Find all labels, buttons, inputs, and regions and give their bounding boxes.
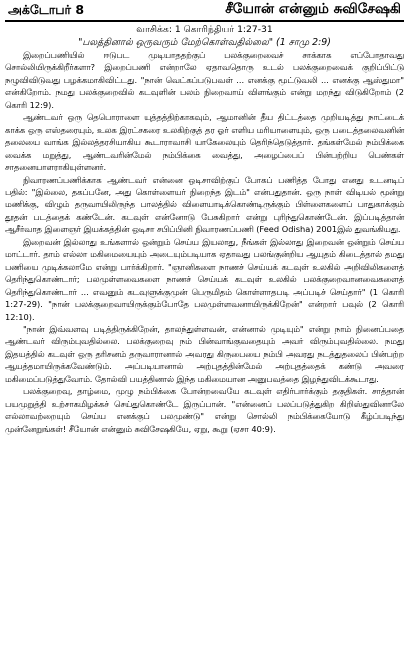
paragraph: இறைவன் இல்லாது உங்களால் ஒன்றும் செய்ய இயலாது, நீங்கள் இல்லாது இறைவன் ஒன்றும் செய்ய மாட்டார். தாம் எல்லா மகிமையையும் அடையும்படியாக ஏதாவது பலங்குன்றிய ஆயுதம் கிடைத்தால் தமது பணியை முடிக்கலாமே என்று பார்க்கிறார். "ஞானிகளை நாணச் செய்யக் கடவுள் உலகில் அறிவிலிகளைத் தெரிந்துகொண்டார்; பலமுள்ளவைகளை நாணச் செய்யக் கடவுள் உலகில் பலக்குறைவானவைகளைத் தெரிந்துகொண்டார் ... எவனும் கடவுளுக்குமுன் பெருமிதம் கொள்ளாதபடி அப்படிச் செய்தார்" (1 கொரி 1:27-29). "நான் பலக்குறைவாயிருக்கும்போதே பலமுள்ளவனாயிருக்கிறேன்" என்றார் பவுல் (2 கொரி 12:10).	[5, 236, 404, 322]
key-verse: "பலத்தினால் ஒருவரும் மேற்கொள்வதில்லை" (1 சாமு 2:9)	[78, 37, 331, 48]
paragraph: இறைப்பணியில் ஈடுபட முடியாததற்குப் பலக்குறைவைச் சாக்காக எப்போதாவது சொல்லியிருக்கிறீர்களா? இறைப்பணி என்றாலே ஏதாவதொரு உடல் பலக்குறைவைக் குறிப்பிட்டு நழுவிவிடுவது பழக்கமாகிவிட்டது. "நான் வெட்கப்படுபவள் ... எனக்கு மூட்டுவலி ... எனக்கு ஆஸ்துமா" என்கிறோம். நமது பலக்குறைவில் கடவுளின் பலம் நிறைவாய் விளங்கும் என்று மறந்து விடுகிறோம் (2 கொரி 12:9).	[5, 50, 404, 110]
devotional-body	[5, 49, 404, 435]
paragraph: "நான் இவ்வளவு படித்திருக்கிறேன், தாலந்துள்ளவன், என்னால் முடியும்" என்று நாம் நினைப்பதை ஆண்டவர் விரும்புவதில்லை. பலக்குறைவு நம் பின்வாங்குவதையும் அவர் விரும்புவதில்லை. நமது இதயத்தில் கடவுள் ஒரு தரிசனம் தருவாரானால் அவரது கிருபையை நம்பி அவரது நடத்துதலைப் பின்பற்ற ஆயத்தமாயிருக்கவேண்டும். அப்படியானால் அற்புதத்தின்மேல் அற்புதத்தைக் கண்டு அவரை மகிமைப்படுத்துவோம். தோல்வி பயத்தினால் இந்த மகிமையான அனுபவத்தை இழந்துவிடக்கூடாது.	[5, 323, 404, 384]
page-header	[5, 0, 404, 22]
paragraph: நிவாரணப்பணிக்காக ஆண்டவர் என்னை ஒடிசாவிற்குப் போகப் பணித்த போது எனது உடனடிப் பதில்: "இல்லை, தகப்பனே, அது கொள்ளையர் நிறைந்த இடம்" என்பதுதான். ஒரு நாள் விடியல் மூன்று மணிக்கு, விழும் தருவாயிலிருந்த பாலத்தில் விளையாடிக்கொண்டிருக்கும் பிள்ளைகளைப் பாதுகாக்கும் தூதன் படத்தைக் கண்டேன். கடவுள் என்னோடு பேசுகிறார் என்று புரிந்துகொண்டேன். இப்படித்தான் ஆசீர்வாத இளைஞர் இயக்கத்தின் ஒடிசா சபிப்பினி நிவாரணப்பணி (Feed Odisha) 2001இல் துவங்கியது.	[5, 174, 404, 235]
page-date: அக்டோபர் 8	[8, 2, 85, 17]
paragraph: ஆண்டவர் ஒரு தெபொராளை யுத்தத்திற்காகவும், ஆமானின் தீய திட்டத்தை முறியடித்து நாட்டைக் காக்க ஒரு எஸ்தரையும், உலக இரட்சகரை உலகிற்குத் தர ஓர் எளிய மரியாளையும், ஒரு படைத்தலைவனின் தலையை வாங்க இல்லத்தரசியாகிய கூடாராவாசி யாகேலையும் தெரிந்தெடுத்தார். தங்கள்மேல் நம்பிக்கை வைக்க மறுத்து, ஆண்டவரின்மேல் நம்பிக்கை வைத்து, அழைப்பைப் பின்பற்றிய பெண்கள் சாதனையாளராகியுள்ளனர்.	[5, 112, 404, 173]
paragraph: பலக்குறைவு, தாழ்மை, முழு நம்பிக்கை போன்றவையே கடவுள் எதிர்பார்க்கும் தகுதிகள். சாத்தான் பயமுறுத்தி உற்சாகமிழக்கச் செய்துகொண்டே இருப்பான். "என்னைப் பலப்படுத்துகிற கிறிஸ்துவினாலே எல்லாவற்றையும் செய்ய எனக்குப் பலமுண்டு" என்று சொல்லி நம்பிக்கையோடு கீழ்ப்படிந்து முன்னேறுங்கள்! சீயோன் என்னும் சுவிசேஷகியே, ஏறு, கூறு (ஏசா 40:9).	[5, 386, 404, 434]
page-title: சீயோன் என்னும் சுவிசேஷகி	[225, 1, 401, 17]
scripture-reading: வாசிக்க: 1 கொரிந்தியர் 1:27-31	[136, 24, 273, 35]
